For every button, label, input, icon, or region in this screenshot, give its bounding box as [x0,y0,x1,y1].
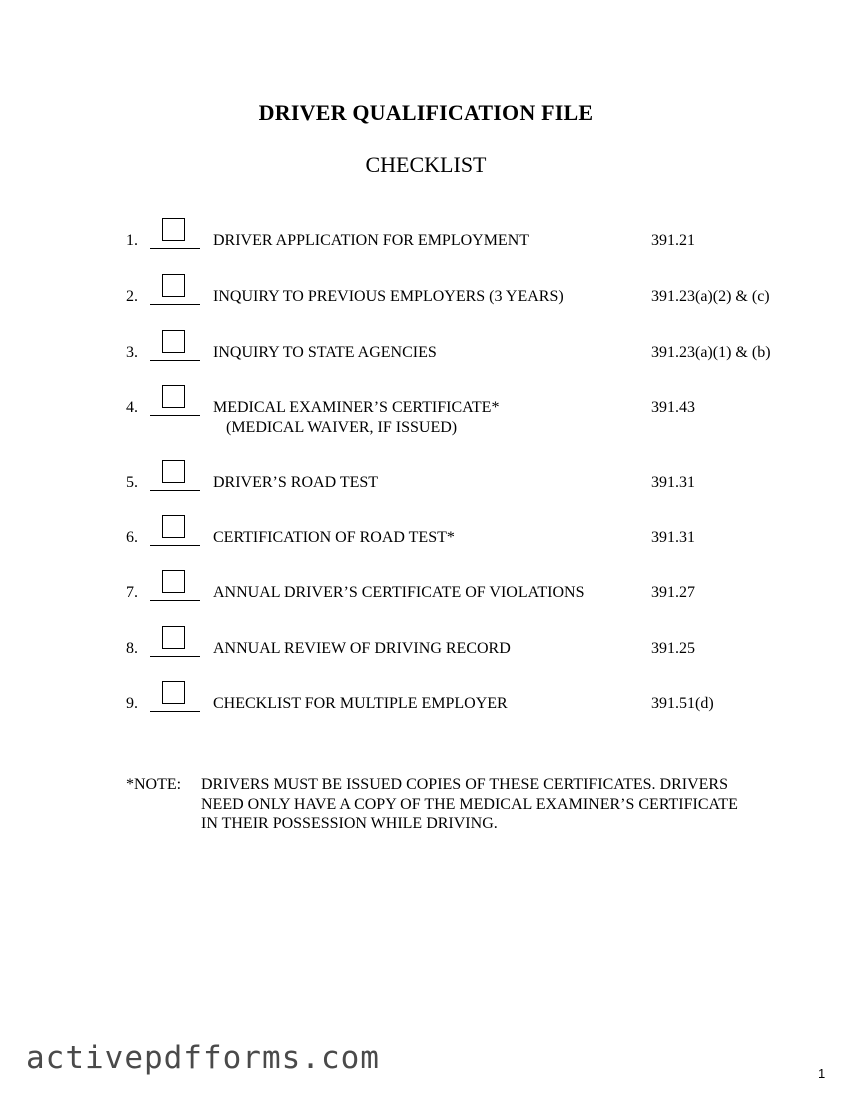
item-checkbox[interactable] [162,681,185,704]
checklist-item-4 [0,385,852,436]
item-number: 5. [126,474,138,491]
item-number: 1. [126,232,138,249]
item-description: CERTIFICATION OF ROAD TEST* [213,529,455,546]
item-regulation-ref: 391.31 [651,474,695,491]
checklist-item-3 [0,330,852,370]
footnote-label: *NOTE: [126,776,182,793]
initial-line [150,248,200,249]
item-checkbox[interactable] [162,330,185,353]
item-checkbox[interactable] [162,218,185,241]
document-title: DRIVER QUALIFICATION FILE [258,100,594,125]
item-description: DRIVER APPLICATION FOR EMPLOYMENT [213,232,530,249]
initial-line [150,415,200,416]
initial-line [150,360,200,361]
item-checkbox[interactable] [162,460,185,483]
footnote-text [201,775,801,834]
item-checkbox[interactable] [162,385,185,408]
item-description: MEDICAL EXAMINER’S CERTIFICATE* [213,399,500,416]
item-regulation-ref: 391.31 [651,529,695,546]
item-description: ANNUAL REVIEW OF DRIVING RECORD [213,640,511,657]
item-checkbox[interactable] [162,626,185,649]
initial-line [150,656,200,657]
checklist-item-2 [0,274,852,314]
item-checkbox[interactable] [162,274,185,297]
initial-line [150,600,200,601]
item-checkbox[interactable] [162,515,185,538]
item-number: 9. [126,695,138,712]
item-sub-description: (MEDICAL WAIVER, IF ISSUED) [226,419,458,436]
item-description: INQUIRY TO STATE AGENCIES [213,344,437,361]
initial-line [150,545,200,546]
item-regulation-ref: 391.43 [651,399,695,416]
checklist-item-8 [0,626,852,666]
item-regulation-ref: 391.21 [651,232,695,249]
footnote-line: DRIVERS MUST BE ISSUED COPIES OF THESE CERTIFICATES. DRIVERS [201,776,728,793]
item-description: DRIVER’S ROAD TEST [213,474,379,491]
item-regulation-ref: 391.27 [651,584,695,601]
checklist-item-6 [0,515,852,555]
item-regulation-ref: 391.25 [651,640,695,657]
item-description: ANNUAL DRIVER’S CERTIFICATE OF VIOLATIONS [213,584,585,601]
checklist-item-1 [0,218,852,258]
item-description: INQUIRY TO PREVIOUS EMPLOYERS (3 YEARS) [213,288,564,305]
item-description: CHECKLIST FOR MULTIPLE EMPLOYER [213,695,508,712]
initial-line [150,711,200,712]
page-number: 1 [818,1066,826,1081]
item-regulation-ref: 391.51(d) [651,695,714,712]
initial-line [150,490,200,491]
footnote-line: IN THEIR POSSESSION WHILE DRIVING. [201,815,498,832]
checklist-item-9 [0,681,852,721]
initial-line [150,304,200,305]
footnote-line: NEED ONLY HAVE A COPY OF THE MEDICAL EXAMINER’S CERTIFICATE [201,795,738,813]
item-regulation-ref: 391.23(a)(2) & (c) [651,288,770,305]
item-checkbox[interactable] [162,570,185,593]
item-number: 7. [126,584,138,601]
document-subtitle: CHECKLIST [365,152,487,177]
item-number: 6. [126,529,138,546]
item-number: 2. [126,288,138,305]
item-number: 8. [126,640,138,657]
item-regulation-ref: 391.23(a)(1) & (b) [651,344,771,361]
item-number: 4. [126,399,138,416]
checklist-item-5 [0,460,852,500]
checklist-item-7 [0,570,852,610]
item-number: 3. [126,344,138,361]
watermark: activepdfforms.com [26,1040,380,1076]
